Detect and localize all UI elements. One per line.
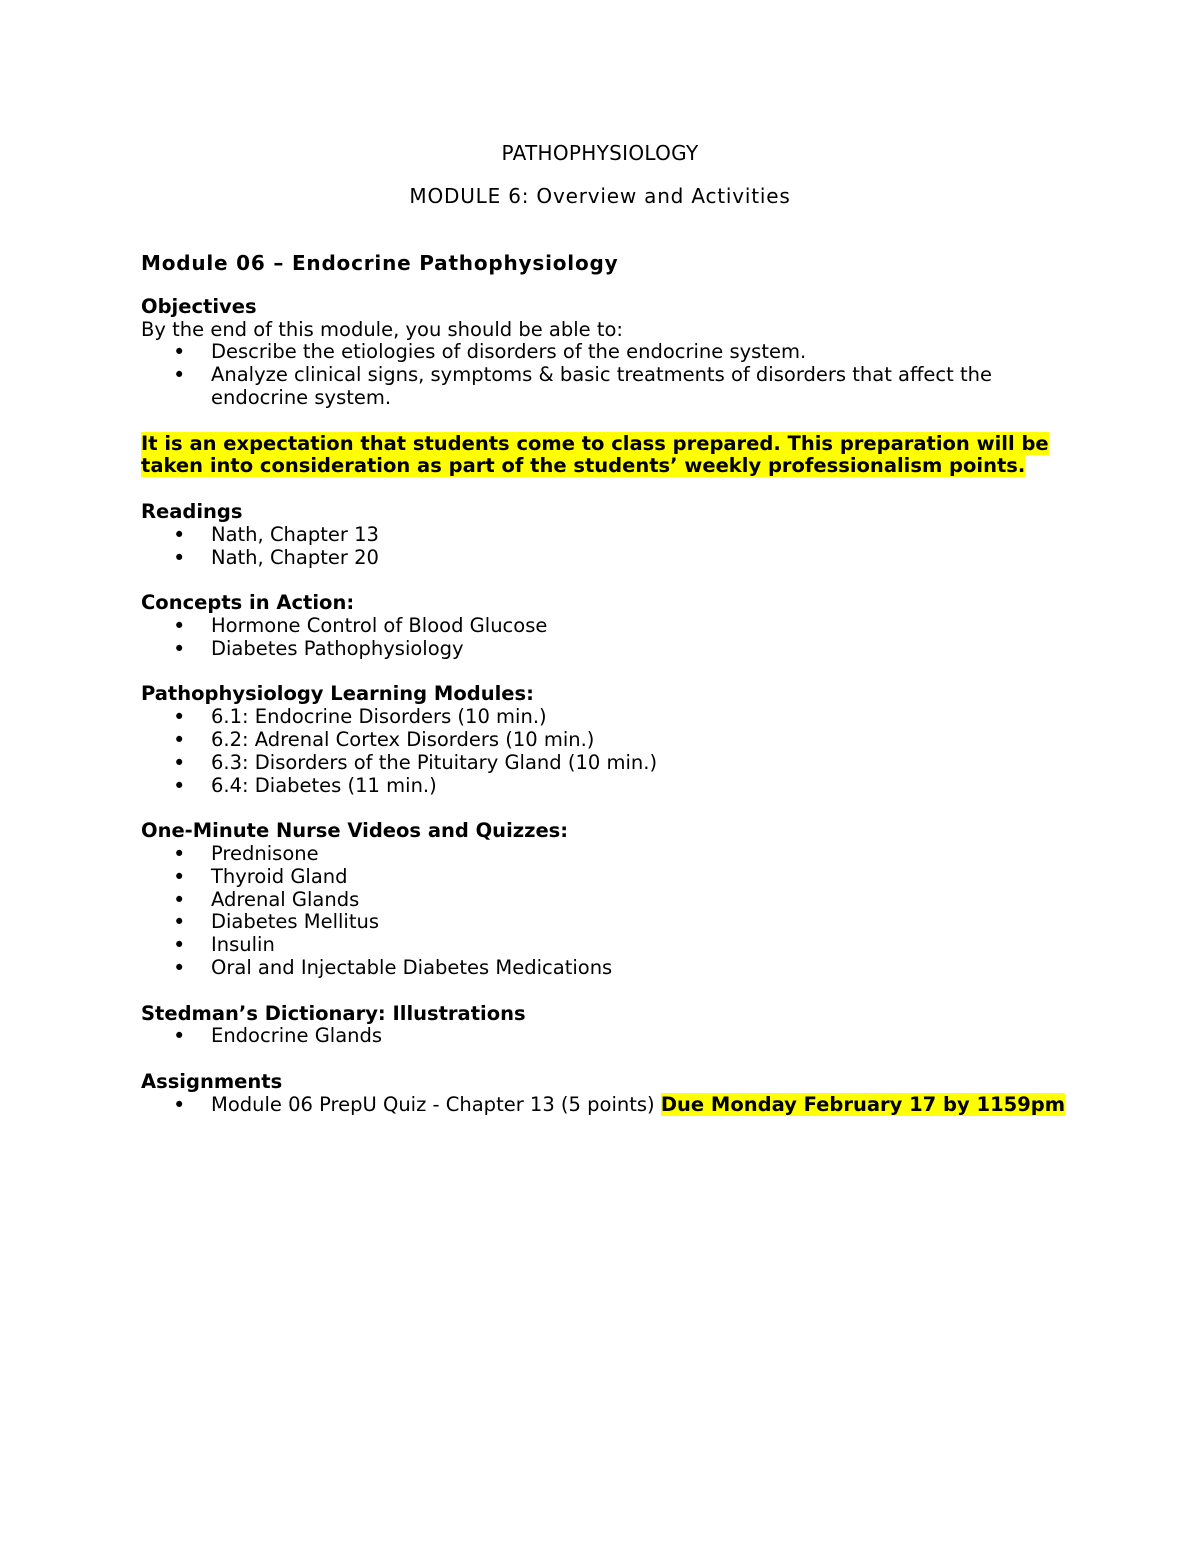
videos-list — [141, 843, 1071, 980]
videos-heading: One-Minute Nurse Videos and Quizzes: — [141, 819, 569, 843]
objectives-heading: Objectives — [141, 294, 257, 318]
list-item: • Hormone Control of Blood Glucose — [211, 615, 1071, 638]
assignments-heading: Assignments — [141, 1069, 283, 1093]
concepts-heading: Concepts in Action: — [141, 591, 355, 615]
list-item: • Diabetes Mellitus — [211, 911, 1071, 934]
dictionary-list — [141, 1025, 1071, 1048]
document-subtitle: MODULE 6: Overview and Activities — [409, 184, 791, 208]
list-item: • Analyze clinical signs, symptoms & basic treatments of disorders that affect the endocrine system. — [211, 364, 1071, 410]
learning-modules-list — [141, 706, 1071, 797]
list-item: • 6.3: Disorders of the Pituitary Gland (10 min.) — [211, 752, 1071, 775]
list-item: • Nath, Chapter 13 — [211, 524, 1071, 547]
assignment-item — [211, 1094, 1071, 1117]
list-item: • Endocrine Glands — [211, 1025, 1071, 1048]
list-item: • Thyroid Gland — [211, 866, 1071, 889]
list-item: • 6.1: Endocrine Disorders (10 min.) — [211, 706, 1071, 729]
assignment-text: Module 06 PrepU Quiz - Chapter 13 (5 points) — [211, 1092, 661, 1116]
concepts-list — [141, 615, 1071, 661]
list-item: • Prednisone — [211, 843, 1071, 866]
assignment-due-date: Due Monday February 17 by 1159pm — [660, 1092, 1066, 1116]
list-item: • Insulin — [211, 934, 1071, 957]
objectives-intro: By the end of this module, you should be able to: — [141, 317, 623, 341]
list-item: • Nath, Chapter 20 — [211, 547, 1071, 570]
list-item: • 6.4: Diabetes (11 min.) — [211, 775, 1071, 798]
list-item: • Adrenal Glands — [211, 889, 1071, 912]
readings-heading: Readings — [141, 499, 243, 523]
module-title: Module 06 – Endocrine Pathophysiology — [141, 251, 619, 275]
learning-modules-heading: Pathophysiology Learning Modules: — [141, 682, 534, 706]
list-item: • Describe the etiologies of disorders of the endocrine system. — [211, 341, 1071, 364]
list-item: • 6.2: Adrenal Cortex Disorders (10 min.) — [211, 729, 1071, 752]
preparation-notice — [141, 433, 1071, 479]
readings-list — [141, 524, 1071, 570]
assignments-list — [141, 1094, 1071, 1117]
highlighted-notice-text: It is an expectation that students come to class prepared. This preparation will be taken into consideration as part of the students’ weekly professionalism points. — [141, 431, 1049, 478]
list-item: • Diabetes Pathophysiology — [211, 638, 1071, 661]
document-body — [141, 252, 1071, 1139]
list-item: • Oral and Injectable Diabetes Medications — [211, 957, 1071, 980]
objectives-list — [141, 341, 1071, 409]
dictionary-heading: Stedman’s Dictionary: Illustrations — [141, 1001, 526, 1025]
document-title: PATHOPHYSIOLOGY — [501, 141, 699, 165]
